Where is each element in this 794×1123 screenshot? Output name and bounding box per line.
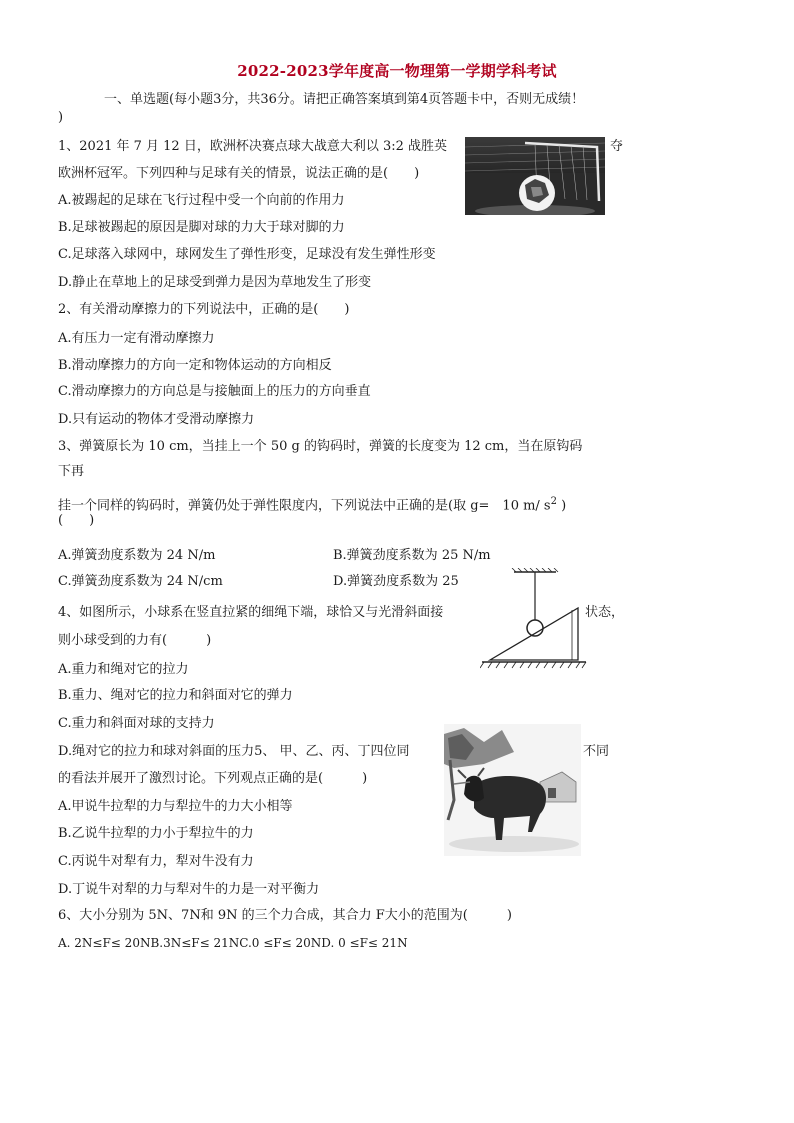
ox-image	[444, 724, 581, 856]
q4-option-a: A.重力和绳对它的拉力	[58, 662, 189, 677]
q4-option-d: D.绳对它的拉力和球对斜面的压力5、 甲、乙、丙、丁四位同	[58, 744, 410, 759]
q3-stem-line3	[58, 493, 566, 515]
q1-stem-line1-tail: 夺	[610, 139, 624, 154]
q5-option-a: A.甲说牛拉犁的力与犁拉牛的力大小相等	[58, 799, 293, 814]
q5-option-b: B.乙说牛拉犁的力小于犁拉牛的力	[58, 826, 254, 841]
q4-stem-line2: 则小球受到的力有( )	[58, 633, 212, 648]
soccer-ball-image	[465, 137, 605, 215]
q4-stem-line1: 4、如图所示，小球系在竖直拉紧的细绳下端，球恰又与光滑斜面接	[58, 605, 444, 620]
q3-stem-line3-tail: )	[556, 498, 567, 514]
q1-option-b: B.足球被踢起的原因是脚对球的力大于球对脚的力	[58, 220, 345, 235]
q3-stem-line3-text: 挂一个同样的钩码时，弹簧仍处于弹性限度内，下列说法中正确的是(取 g= 10 m/ s	[58, 498, 551, 514]
section-heading: 一、单选题(每小题3分，共36分。请把正确答案填到第4页答题卡中，否则无成绩！	[104, 92, 585, 107]
q3-superscript: 2	[550, 496, 557, 507]
q2-option-c: C.滑动摩擦力的方向总是与接触面上的压力的方向垂直	[58, 384, 371, 399]
q5-stem-line1-tail: 不同	[583, 744, 610, 759]
q3-stem-line4: ( )	[58, 513, 95, 528]
q4-option-b: B.重力、绳对它的拉力和斜面对它的弹力	[58, 688, 293, 703]
q4-stem-line1-tail: 状态，	[585, 605, 625, 620]
q5-option-c: C.丙说牛对犁有力，犁对牛没有力	[58, 854, 254, 869]
q1-option-a: A.被踢起的足球在飞行过程中受一个向前的作用力	[58, 193, 345, 208]
q1-stem-line2: 欧洲杯冠军。下列四种与足球有关的情景，说法正确的是( )	[58, 166, 420, 181]
q6-options: A. 2N≤F≤ 20NB.3N≤F≤ 21NC.0 ≤F≤ 20ND. 0 ≤F≤ 21N	[58, 936, 408, 950]
q1-option-d: D.静止在草地上的足球受到弹力是因为草地发生了形变	[58, 275, 372, 290]
q3-option-b: B.弹簧劲度系数为 25 N/m	[333, 548, 491, 563]
q3-option-a: A.弹簧劲度系数为 24 N/m	[58, 548, 216, 563]
section-heading-tail: )	[58, 110, 64, 125]
q3-option-d: D.弹簧劲度系数为 25	[333, 574, 459, 589]
q1-option-c: C.足球落入球网中，球网发生了弹性形变，足球没有发生弹性形变	[58, 247, 436, 262]
q3-option-c: C.弹簧劲度系数为 24 N/cm	[58, 574, 223, 589]
q3-stem-line2: 下再	[58, 464, 85, 479]
exam-title: 2022-2023学年度高一物理第一学期学科考试	[237, 62, 557, 80]
q5-stem-line2: 的看法并展开了激烈讨论。下列观点正确的是( )	[58, 771, 368, 786]
q1-stem-line1: 1、2021 年 7 月 12 日，欧洲杯决赛点球大战意大利以 3:2 战胜英	[58, 139, 448, 154]
q4-option-c: C.重力和斜面对球的支持力	[58, 716, 215, 731]
q2-stem: 2、有关滑动摩擦力的下列说法中，正确的是( )	[58, 302, 350, 317]
soccer-ball-photo	[465, 137, 605, 215]
q2-option-b: B.滑动摩擦力的方向一定和物体运动的方向相反	[58, 358, 332, 373]
q2-option-a: A.有压力一定有滑动摩擦力	[58, 331, 215, 346]
ox-pulling-plow-photo	[444, 724, 581, 856]
q6-stem: 6、大小分别为 5N、7N和 9N 的三个力合成，其合力 F大小的范围为( )	[58, 908, 512, 923]
q5-option-d: D.丁说牛对犁的力与犁对牛的力是一对平衡力	[58, 882, 320, 897]
q3-stem-line1: 3、弹簧原长为 10 cm，当挂上一个 50 g 的钩码时，弹簧的长度变为 12 cm，当在原钩码	[58, 439, 583, 454]
ball-on-incline-diagram	[480, 568, 588, 672]
incline-figure	[480, 568, 588, 672]
q2-option-d: D.只有运动的物体才受滑动摩擦力	[58, 412, 255, 427]
